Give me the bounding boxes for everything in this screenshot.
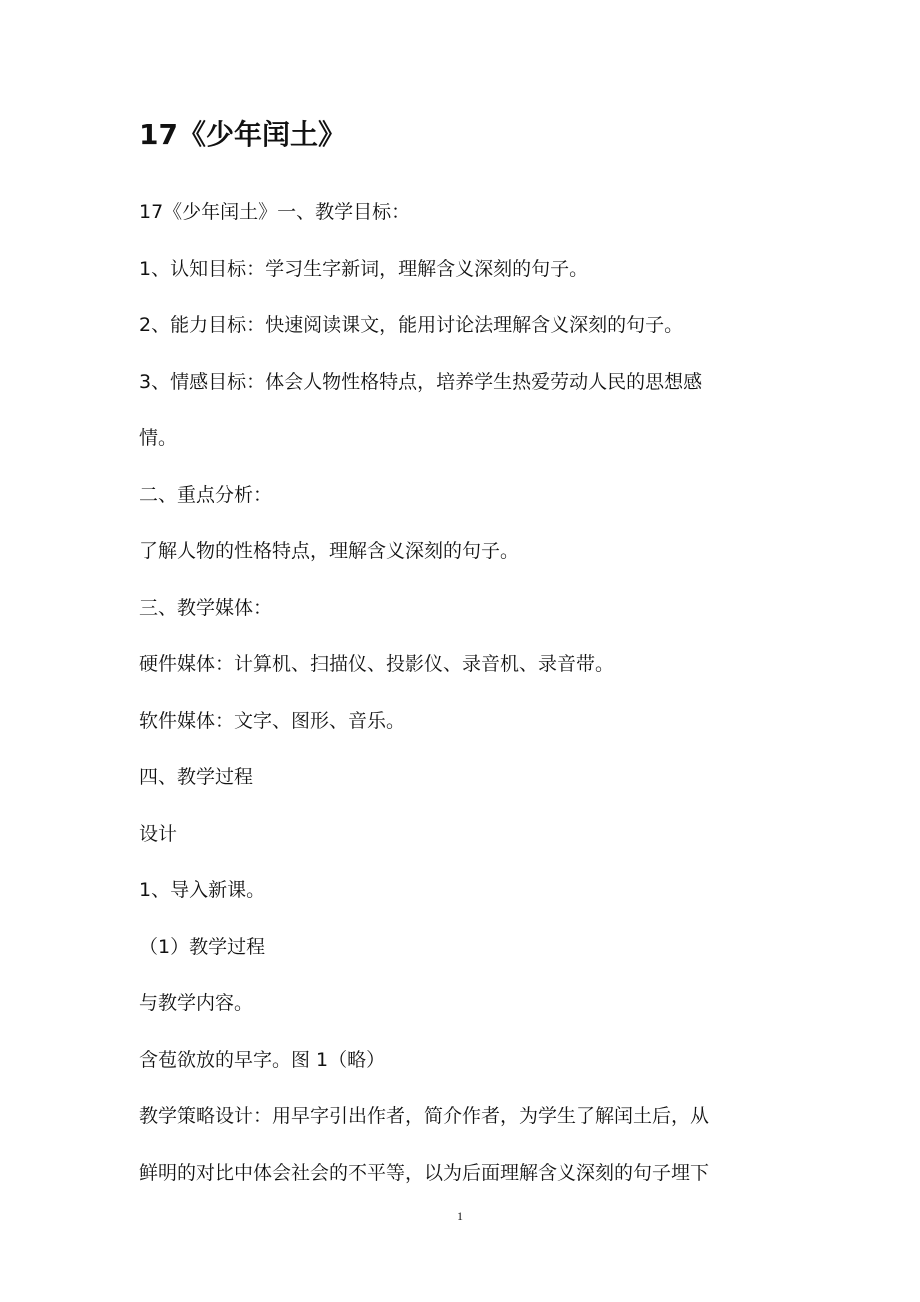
body-line-media-heading: 三、教学媒体： (139, 596, 273, 619)
body-line-key-analysis: 了解人物的性格特点，理解含义深刻的句子。 (139, 540, 520, 562)
body-line-introduce-lesson: 1、导入新课。 (139, 879, 266, 901)
body-line-key-analysis-heading: 二、重点分析： (139, 483, 273, 506)
body-line-figure-note: 含苞欲放的早字。图 1（略） (139, 1048, 386, 1071)
body-line-design: 设计 (139, 822, 178, 845)
body-line-emotional-goal-continued: 情。 (139, 427, 178, 449)
document-title: 17《少年闰土》 (139, 118, 346, 151)
body-line-emotional-goal: 3、情感目标：体会人物性格特点，培养学生热爱劳动人民的思想感 (139, 370, 703, 393)
body-line-ability-goal: 2、能力目标：快速阅读课文，能用讨论法理解含义深刻的句子。 (139, 314, 684, 336)
body-line-teaching-process: （1）教学过程 (139, 935, 266, 958)
body-line-cognitive-goal: 1、认知目标：学习生字新词，理解含义深刻的句子。 (139, 257, 589, 280)
body-line-process-heading: 四、教学过程 (139, 766, 254, 788)
body-line-teaching-content: 与教学内容。 (139, 992, 254, 1014)
body-line-hardware-media: 硬件媒体：计算机、扫描仪、投影仪、录音机、录音带。 (139, 653, 615, 675)
document-body (139, 190, 785, 1207)
body-line-strategy-design: 教学策略设计：用早字引出作者，简介作者，为学生了解闰土后，从 (139, 1105, 710, 1127)
body-line-objectives-heading: 17《少年闰土》一、教学目标： (139, 201, 411, 223)
page-number: 1 (457, 1209, 463, 1223)
body-line-strategy-continued: 鲜明的对比中体会社会的不平等，以为后面理解含义深刻的句子埋下 (139, 1161, 710, 1184)
body-line-software-media: 软件媒体：文字、图形、音乐。 (139, 709, 406, 732)
